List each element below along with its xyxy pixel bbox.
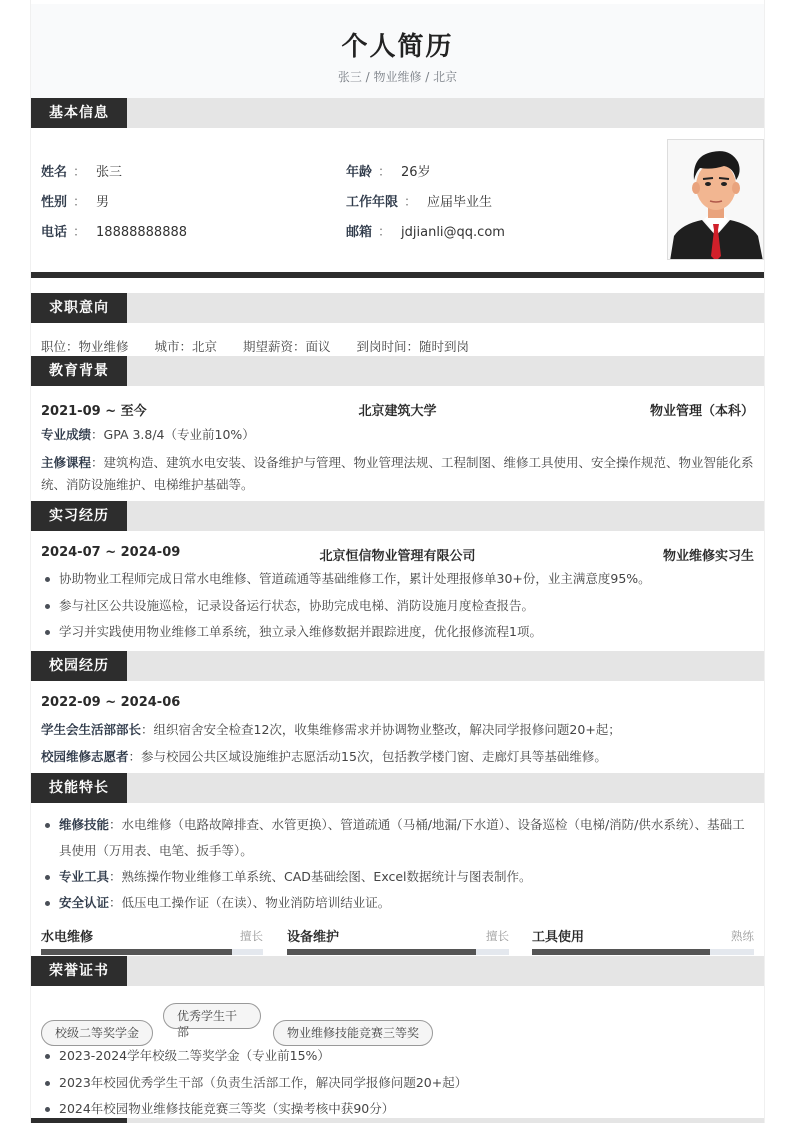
info-gender: 性别 ： 男: [41, 195, 110, 210]
section-title: 求职意向: [31, 293, 127, 323]
honors-list: [41, 1043, 754, 1123]
resume-header: [31, 4, 764, 98]
intent-salary: 期望薪资：面议: [243, 339, 331, 354]
list-item: 参与社区公共设施巡检，记录设备运行状态，协助完成电梯、消防设施月度检查报告。: [41, 593, 754, 620]
section-title: 荣誉证书: [31, 956, 127, 986]
section-title: 教育背景: [31, 356, 127, 386]
resume-page: [31, 0, 764, 1123]
skill-level: 擅长: [240, 929, 263, 943]
skill-bar: [41, 926, 263, 945]
job-intent-row: [41, 337, 495, 355]
list-item: 学习并实践使用物业维修工单系统，独立录入维修数据并跟踪进度，优化报修流程1项。: [41, 619, 754, 646]
honor-chip: 校级二等奖学金: [41, 1020, 153, 1046]
info-value: 男: [96, 195, 110, 210]
intent-position: 职位：物业维修: [41, 339, 129, 354]
list-item: 2023年校园优秀学生干部（负责生活部工作，解决同学报修问题20+起）: [41, 1070, 754, 1097]
skill-level: 擅长: [486, 929, 509, 943]
section-honors: [31, 956, 764, 986]
info-value: jdjianli@qq.com: [401, 225, 505, 240]
campus-item: 学生会生活部部长：组织宿舍安全检查12次，收集维修需求并协调物业整改，解决同学报修问题20+起；: [41, 722, 621, 737]
education-courses: 主修课程：建筑构造、建筑水电安装、设备维护与管理、物业管理法规、工程制图、维修工具使用、安全操作规范、物业智能化系统、消防设施维护、电梯维护基础等。: [41, 455, 754, 492]
education-header-row: [41, 400, 754, 419]
education-school: 北京建筑大学: [358, 404, 437, 419]
list-item: 专业工具：熟练操作物业维修工单系统、CAD基础绘图、Excel数据统计与图表制作。: [41, 864, 754, 890]
skill-name: 水电维修: [41, 930, 94, 945]
info-age: 年龄 ： 26岁: [346, 165, 431, 180]
intent-arrival: 到岗时间：随时到岗: [356, 339, 470, 354]
page-subtitle: 张三 / 物业维修 / 北京: [337, 70, 458, 84]
list-item: 2024年校园物业维修技能竞赛三等奖（实操考核中获90分）: [41, 1096, 754, 1123]
page-margin-left: [0, 0, 31, 1123]
section-next-cutoff: [31, 1118, 764, 1123]
section-title: 基本信息: [31, 98, 127, 128]
skill-track: [287, 949, 509, 955]
divider: [31, 272, 764, 278]
section-job-intent: [31, 293, 764, 323]
education-major: 物业管理（本科）: [649, 404, 754, 419]
internship-company: 北京恒信物业管理有限公司: [319, 549, 476, 564]
section-title: 技能特长: [31, 773, 127, 803]
campus-item: 校园维修志愿者：参与校园公共区域设施维护志愿活动15次，包括教学楼门窗、走廊灯具等基础维修。: [41, 749, 607, 764]
section-education: [31, 356, 764, 386]
internship-header-row: [41, 545, 754, 564]
skill-bar: [532, 926, 754, 945]
info-value: 18888888888: [96, 225, 188, 240]
internship-role: 物业维修实习生: [662, 549, 754, 564]
skill-fill: [41, 949, 232, 955]
skill-fill: [532, 949, 710, 955]
info-email: 邮箱 ： jdjianli@qq.com: [346, 225, 505, 240]
internship-list: [41, 566, 754, 646]
list-item: 安全认证：低压电工操作证（在读）、物业消防培训结业证。: [41, 890, 754, 916]
info-label: 姓名: [41, 165, 68, 180]
section-internship: [31, 501, 764, 531]
intent-city: 城市：北京: [154, 339, 218, 354]
page-margin-right: [764, 0, 794, 1123]
campus-period: 2022-09 ~ 2024-06: [41, 695, 181, 710]
skill-name: 设备维护: [287, 930, 340, 945]
info-label: 邮箱: [346, 225, 373, 240]
info-value: 26岁: [401, 165, 431, 180]
list-item: 维修技能：水电维修（电路故障排查、水管更换）、管道疏通（马桶/地漏/下水道）、设备巡检（电梯/消防/供水系统）、基础工具使用（万用表、电笔、扳手等）。: [41, 812, 754, 864]
skill-level: 熟练: [731, 929, 754, 943]
section-title: 校园经历: [31, 651, 127, 681]
info-value: 应届毕业生: [427, 195, 493, 210]
honor-chip: 优秀学生干部: [163, 1003, 261, 1029]
skills-list: [41, 812, 754, 916]
honor-chip: 物业维修技能竞赛三等奖: [273, 1020, 433, 1046]
skill-fill: [287, 949, 476, 955]
info-phone: 电话 ： 18888888888: [41, 225, 188, 240]
internship-period: 2024-07 ~ 2024-09: [41, 545, 181, 560]
info-work-years: 工作年限 ： 应届毕业生: [346, 195, 493, 210]
info-label: 性别: [41, 195, 68, 210]
skill-bar: [287, 926, 509, 945]
info-label: 电话: [41, 225, 68, 240]
info-label: 年龄: [346, 165, 373, 180]
education-period: 2021-09 ~ 至今: [41, 404, 147, 419]
avatar-photo: [667, 139, 764, 260]
skill-track: [532, 949, 754, 955]
skill-name: 工具使用: [532, 930, 585, 945]
info-label: 工作年限: [346, 195, 399, 210]
education-gpa: 专业成绩：GPA 3.8/4（专业前10%）: [41, 427, 255, 442]
section-skills: [31, 773, 764, 803]
section-title: 实习经历: [31, 501, 127, 531]
info-name: 姓名 ： 张三: [41, 165, 123, 180]
info-value: 张三: [96, 165, 123, 180]
section-basic-info: [31, 98, 764, 128]
list-item: 2023-2024学年校级二等奖学金（专业前15%）: [41, 1043, 754, 1070]
person-portrait-icon: [668, 140, 764, 260]
section-campus: [31, 651, 764, 681]
skill-track: [41, 949, 263, 955]
page-title: 个人简历: [341, 32, 454, 62]
list-item: 协助物业工程师完成日常水电维修、管道疏通等基础维修工作，累计处理报修单30+份，业主满意度95%。: [41, 566, 754, 593]
